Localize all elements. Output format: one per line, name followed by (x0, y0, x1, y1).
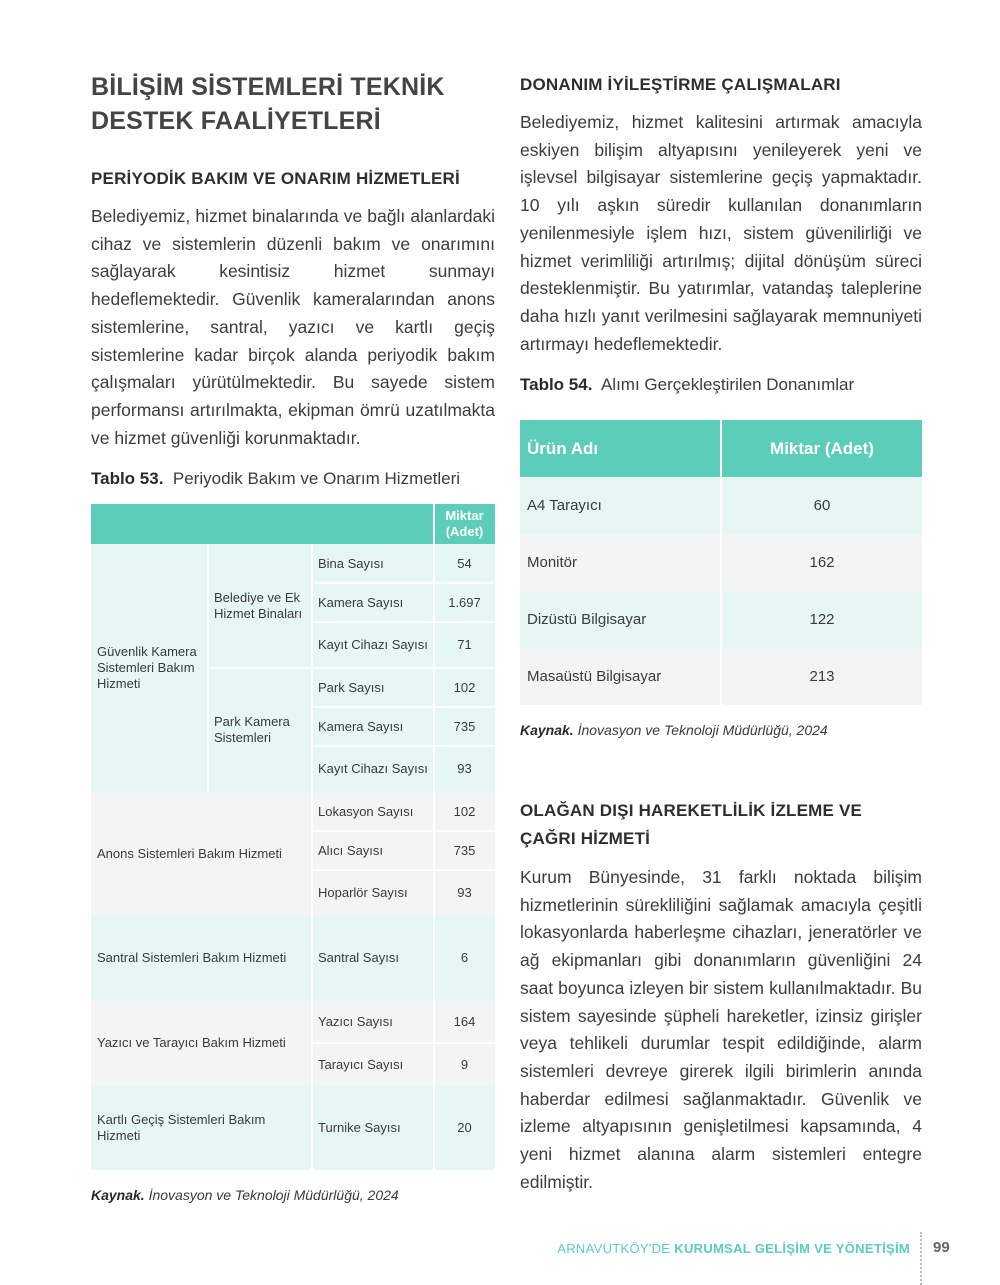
section-paragraph-hardware: Belediyemiz, hizmet kalitesini artırmak amacıyla eskiyen bilişim altyapısını yenileyerek yeni ve işlevsel bilgisayar sistemlerine geçiş yapmaktadır. 10 yılı aşkın süredir kullanılan donanımların yenilenmesiyle işlem hızı, sistem güvenilirliği ve hizmet verimliliği artırılmış; dijital dönüşüm süreci desteklenmiştir. Bu yatırımlar, vatandaş taleplerine daha hızlı yanıt verilmesini sağlayarak memnuniyeti artırmayı hedeflemektedir. (520, 112, 922, 354)
table54-name: Monitör (527, 554, 578, 571)
table54-caption-label: Tablo 54. (520, 375, 593, 394)
table53-qty: 102 (453, 679, 476, 695)
table53-caption-text: Periyodik Bakım ve Onarım Hizmetleri (172, 469, 461, 488)
grid-line (433, 504, 435, 544)
grid-line (312, 869, 495, 871)
table53-source (91, 1187, 399, 1203)
grid-line (312, 621, 495, 623)
table54-qty: 213 (720, 648, 922, 705)
table54-header-row (520, 420, 922, 477)
table53-item: Bina Sayısı (318, 555, 384, 571)
table53-qty: 102 (453, 803, 476, 819)
table54-qty: 122 (720, 591, 922, 648)
table53-qty: 93 (457, 761, 472, 776)
grid-line (208, 667, 495, 669)
section-heading-monitoring (520, 797, 922, 853)
table53-source-text: İnovasyon ve Teknoloji Müdürlüğü, 2024 (148, 1187, 399, 1203)
table53-item: Hoparlör Sayısı (318, 885, 408, 900)
table53-item: Kayıt Cihazı Sayısı (318, 637, 428, 652)
table53-group2-label: Anons Sistemleri Bakım Hizmeti (97, 846, 282, 861)
table53-item: Turnike Sayısı (318, 1120, 401, 1135)
table54-header-qty: Miktar (Adet) (720, 420, 922, 477)
table53-item: Lokasyon Sayısı (318, 803, 414, 819)
section-paragraph-monitoring: Kurum Bünyesinde, 31 farklı noktada bilişim hizmetlerinin sürekliliğini sağlamak amacıyla çeşitli lokasyonlarda haberleşme cihazları, jeneratörler ve ağ ekipmanları gibi donanımların güvenliğini 24 saat boyunca izleyen bir sistem kullanılmaktadır. Bu sistem sayesinde şüpheli hareketler, izinsiz girişler veya tehlikeli durumlar tespit edildiğinde, alarm sistemleri devreye girerek ilgili birimlerin anında haberdar edilmesi sağlanmaktadır. Güvenlik ve izleme altyapısının genişletilmesi kapsamında, 4 yeni hizmet alanına alarm sistemleri entegre edilmiştir. (520, 867, 922, 1192)
section-heading-hardware: DONANIM İYİLEŞTİRME ÇALIŞMALARI (520, 75, 841, 94)
footer-section: KURUMSAL GELİŞİM VE YÖNETİŞİM (674, 1241, 910, 1256)
table53-qty: 735 (453, 842, 476, 858)
table53-group1a-label: Belediye ve Ek Hizmet Binaları (214, 590, 303, 621)
table54-source (520, 722, 828, 738)
table53-caption-label: Tablo 53. (91, 469, 164, 488)
table53-item: Park Sayısı (318, 679, 385, 695)
table53-qty: 1.697 (448, 594, 481, 610)
table-row (520, 534, 922, 591)
footer-divider (920, 1232, 922, 1285)
table53-qty: 54 (457, 555, 472, 571)
table53-qty: 9 (460, 1056, 469, 1072)
page-title-line1: BİLİŞİM SİSTEMLERİ TEKNİK (91, 73, 445, 101)
table54-header-name: Ürün Adı (527, 438, 599, 458)
table54-qty: 60 (720, 477, 922, 534)
page-number: 99 (933, 1239, 950, 1256)
table53-group1b-label: Park Kamera Sistemleri (214, 714, 290, 745)
table53-qty: 6 (460, 950, 469, 965)
table53-group3-label: Santral Sistemleri Bakım Hizmeti (97, 950, 287, 965)
table54-name: A4 Tarayıcı (527, 497, 602, 514)
section-heading-maintenance: PERİYODİK BAKIM VE ONARIM HİZMETLERİ (91, 169, 460, 188)
table54-name: Dizüstü Bilgisayar (527, 611, 647, 628)
table53-source-label: Kaynak. (91, 1187, 145, 1203)
grid-line (312, 1042, 495, 1044)
table53-item: Tarayıcı Sayısı (318, 1056, 404, 1072)
table53-caption (91, 469, 460, 489)
section-heading-monitoring-line2: ÇAĞRI HİZMETİ (520, 829, 651, 848)
table53-qty: 735 (453, 718, 476, 734)
section-heading-monitoring-line1: OLAĞAN DIŞI HAREKETLİLİK İZLEME VE (520, 801, 863, 820)
table54-qty: 162 (720, 534, 922, 591)
table53-item: Santral Sayısı (318, 950, 399, 965)
table54-name: Masaüstü Bilgisayar (527, 668, 662, 685)
table53-item: Alıcı Sayısı (318, 842, 384, 858)
table53-item: Yazıcı Sayısı (318, 1013, 393, 1029)
page-footer (557, 1241, 910, 1256)
table-row (520, 477, 922, 534)
grid-line (433, 544, 435, 1170)
table53-group5-label: Kartlı Geçiş Sistemleri Bakım Hizmeti (97, 1112, 266, 1143)
table53-header-qty: Miktar (Adet) (434, 504, 495, 544)
table-row (520, 648, 922, 705)
page-title-line2: DESTEK FAALİYETLERİ (91, 107, 381, 135)
grid-line (312, 745, 495, 747)
grid-line (312, 830, 495, 832)
table53-qty: 20 (457, 1120, 472, 1135)
table54-caption-text: Alımı Gerçekleştirilen Donanımlar (600, 375, 855, 394)
table53-qty: 71 (457, 637, 472, 652)
table-row (520, 591, 922, 648)
table53-item: Kamera Sayısı (318, 594, 404, 610)
table54-source-text: İnovasyon ve Teknoloji Müdürlüğü, 2024 (577, 722, 828, 738)
table53-group1-label: Güvenlik Kamera Sistemleri Bakım Hizmeti (97, 644, 197, 691)
table54-source-label: Kaynak. (520, 722, 574, 738)
table54-caption (520, 375, 854, 395)
grid-line (312, 582, 495, 584)
table53-item: Kayıt Cihazı Sayısı (318, 761, 428, 776)
table53-item: Kamera Sayısı (318, 718, 404, 734)
table53-qty: 93 (457, 885, 472, 900)
grid-line (311, 544, 313, 1170)
footer-prefix: ARNAVUTKÖY'DE (557, 1241, 671, 1256)
section-paragraph-maintenance: Belediyemiz, hizmet binalarında ve bağlı alanlardaki cihaz ve sistemlerin düzenli bakım ve onarımını sağlayarak kesintisiz hizmet sunmayı hedeflemektedir. Güvenlik kameralarından anons sistemlerine, santral, yazıcı ve kartlı geçiş sistemlerine kadar birçok alanda periyodik bakım çalışmaları yürütülmektedir. Bu sayede sistem performansı artırılmakta, ekipman ömrü uzatılmakta ve hizmet güvenliği korunmaktadır. (91, 206, 495, 448)
grid-line (312, 706, 495, 708)
table53-group4-label: Yazıcı ve Tarayıcı Bakım Hizmeti (97, 1035, 286, 1050)
page-title (91, 70, 495, 138)
table53-qty: 164 (453, 1013, 476, 1029)
